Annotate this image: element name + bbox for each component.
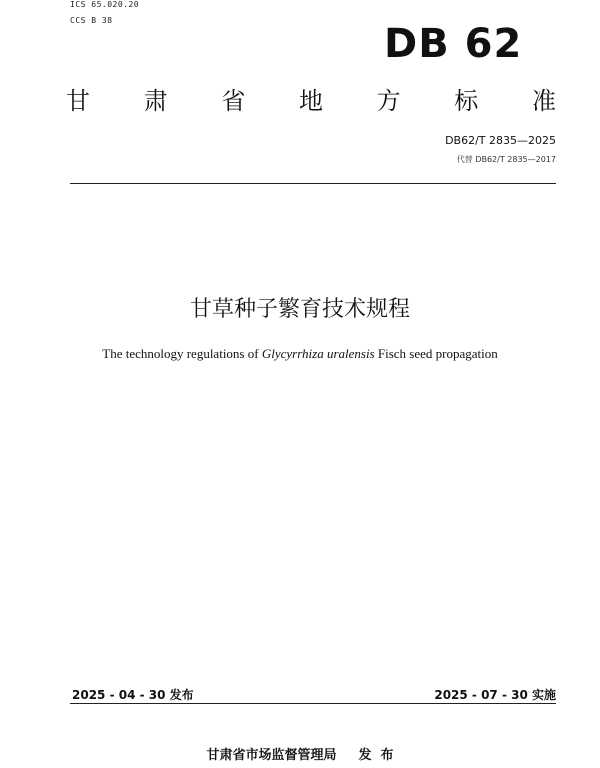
publisher-line	[0, 744, 600, 763]
document-title-en	[0, 346, 600, 362]
local-standard-heading	[66, 84, 556, 118]
heading-char: 准	[531, 87, 556, 115]
db62-logo: DB 62	[384, 21, 523, 67]
heading-char: 方	[376, 87, 401, 115]
publish-action: 发 布	[358, 748, 394, 763]
heading-char: 肃	[143, 87, 168, 115]
standard-number: DB62/T 2835—2025	[445, 134, 556, 147]
title-en-prefix: The technology regulations of	[102, 346, 262, 361]
ccs-code: CCS B 38	[70, 16, 113, 25]
bottom-divider	[70, 703, 556, 704]
implementation-date: 2025 - 07 - 30 实施	[434, 688, 556, 702]
heading-char: 地	[298, 87, 323, 115]
ics-code: ICS 65.020.20	[70, 0, 140, 9]
heading-char: 标	[454, 87, 479, 115]
heading-char: 省	[221, 87, 246, 115]
heading-char: 甘	[66, 87, 90, 115]
title-en-suffix: Fisch seed propagation	[374, 346, 498, 361]
replaces-standard: 代替 DB62/T 2835—2017	[456, 155, 556, 164]
title-en-species: Glycyrrhiza uralensis	[261, 346, 375, 361]
issue-date: 2025 - 04 - 30 发布	[72, 688, 194, 702]
publisher-name: 甘肃省市场监督管理局	[206, 748, 337, 763]
top-divider	[70, 183, 556, 184]
document-title-cn: 甘草种子繁育技术规程	[189, 297, 410, 322]
